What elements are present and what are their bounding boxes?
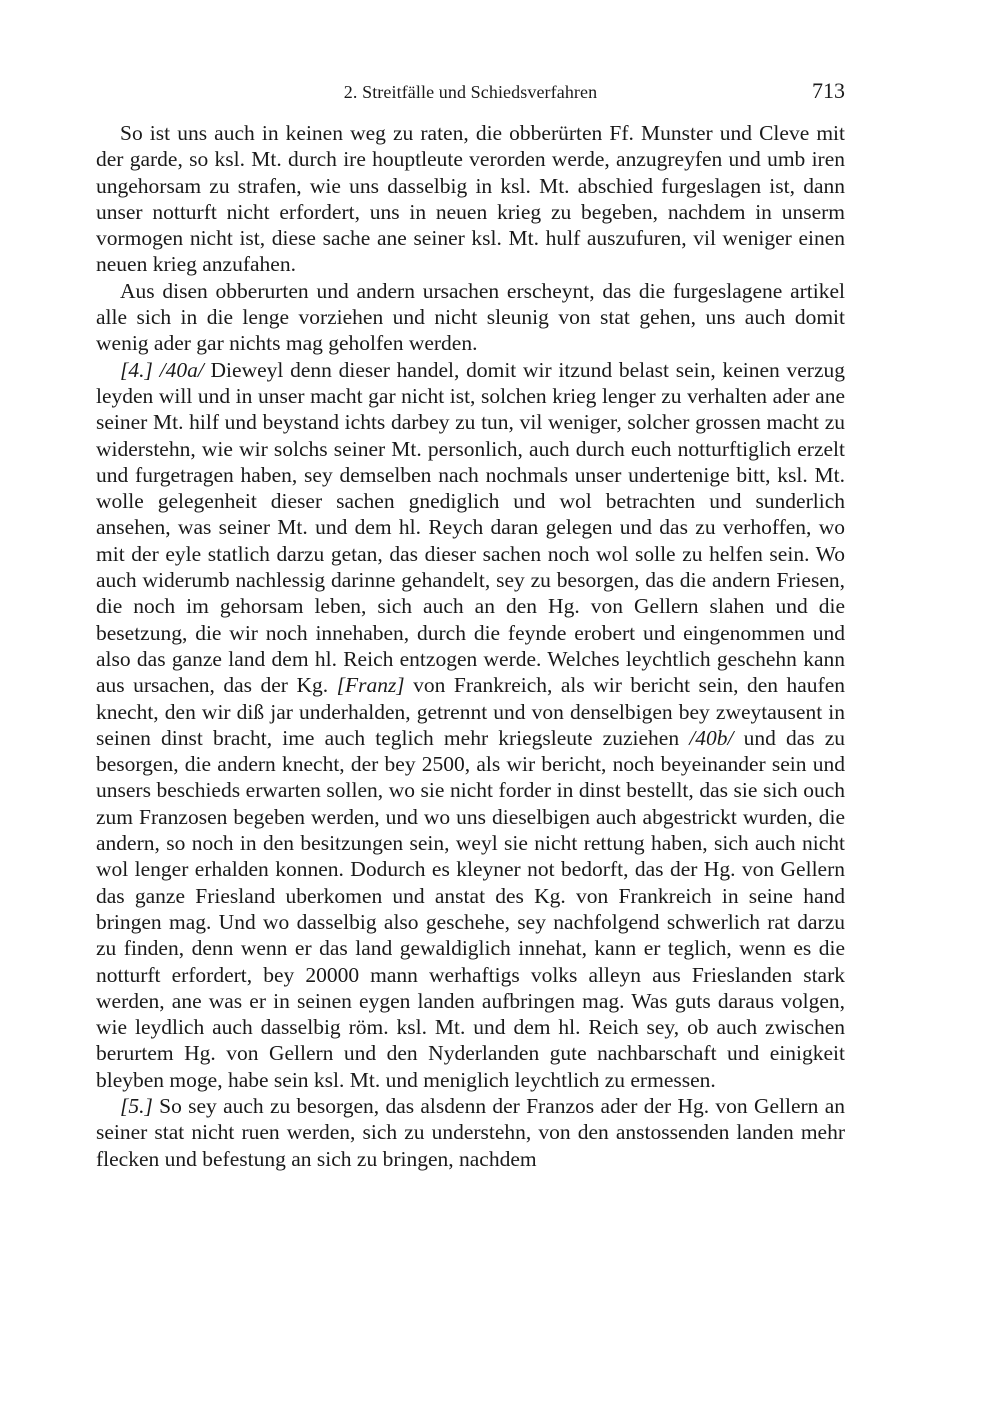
- folio-marker: /40a/: [159, 357, 204, 382]
- body-text: [96, 120, 845, 1172]
- paragraph-3: [96, 357, 845, 1093]
- paragraph-text: Aus disen obberurten und andern ursachen erscheynt, das die furgeslagene artikel alle sich in die lenge vorziehen und nicht sleunig von stat gehen, uns auch domit wenig ader gar nichts mag geholfen werden.: [96, 278, 845, 356]
- paragraph-2: [96, 278, 845, 357]
- paragraph-4: [96, 1093, 845, 1172]
- folio-marker: /40b/: [689, 725, 734, 750]
- paragraph-text: Dieweyl denn dieser handel, domit wir itzund belast sein, keinen verzug leyden will und in unser macht gar nicht ist, solchen krieg lenger zu verhalten ader ane seiner Mt. hilf und beystand ichts darbey zu tun, vil weniger, solcher grossen macht zu widerstehn, wie wir solchs seiner Mt. personlich, auch durch euch notturftiglich erzelt und furgetragen haben, sey demselben nach nochmals unser undertenige bitt, ksl. Mt. wolle gelegenheit dieser sachen gnediglich und wol betrachten und sunderlich ansehen, was seiner Mt. und dem hl. Reych daran gelegen und das zu verhoffen, wo mit der eyle statlich darzu getan, das dieser sachen noch wol solle zu helfen sein. Wo auch widerumb nachlessig darinne gehandelt, sey zu besorgen, das die andern Friesen, die noch im gehorsam leben, sich auch an den Hg. von Gellern slahen und die besetzung, die wir noch innehaben, durch die feynde erobert und eingenommen und also das ganze land dem hl. Reich entzogen werde. Welches leychtlich geschehn kann aus ursachen, das der Kg.: [96, 357, 846, 698]
- paragraph-text: So sey auch zu besorgen, das alsdenn der Franzos ader der Hg. von Gellern an seiner stat nicht ruen werden, sich zu understehn, von den anstossenden landen mehr flecken und befestung an sich zu bringen, nachdem: [96, 1093, 846, 1171]
- page-number: 713: [812, 78, 845, 103]
- paragraph-text: So ist uns auch in keinen weg zu raten, die obberürten Ff. Munster und Cleve mit der garde, so ksl. Mt. durch ire houptleute verorden werde, anzugreyfen und umb iren ungehorsam zu strafen, wie uns dasselbig in ksl. Mt. abschied furgeslagen ist, dann unser notturft nicht erfordert, uns in neuen krieg zu begeben, nachdem in unserm vormogen nicht ist, diese sache ane seiner ksl. Mt. hulf auszufuren, vil weniger einen neuen krieg anzufahen.: [96, 121, 845, 277]
- section-marker: [5.]: [120, 1093, 153, 1118]
- editorial-insertion: [Franz]: [336, 673, 405, 698]
- paragraph-text: von Frankreich, als wir bericht sein, den haufen knecht, den wir diß jar underhalden, getrennt und von denselbigen bey zweytausent in seinen dinst bracht, ime auch teglich mehr kriegsleute zuziehen: [96, 673, 846, 750]
- running-title: 2. Streitfälle und Schiedsverfahren: [343, 82, 598, 102]
- paragraph-text: und das zu besorgen, die andern knecht, der bey 2500, als wir bericht, noch beyeinander sein und unsers beschieds erwarten sollen, wo sie nicht forder in dinst bestellt, das sie sich ouch zum Franzosen begeben werden, und wo uns dieselbigen auch abgestrickt wurden, die andern, so noch in den besitzungen sein, weyl sie nicht rettung haben, sich auch nicht wol lenger erhalden konnen. Dodurch es kleyner not bedorft, das der Hg. von Gellern das ganze Friesland uberkomen und anstat des Kg. von Frankreich in seine hand bringen mag. Und wo dasselbig also geschehe, sey nachfolgend schwerlich rat darzu zu finden, denn wenn er das land gewaldiglich innehat, kann er teglich, wenn es die notturft erfordert, bey 20000 mann werhaftigs volks alleyn aus Frieslanden stark werden, ane was er in seinen eygen landen aufbringen mag. Was guts daraus volgen, wie leydlich auch dasselbig röm. ksl. Mt. und dem hl. Reich sey, ob auch zwischen berurtem Hg. von Gellern und den Nyderlanden gute nachbarschaft und einigkeit bleyben moge, habe sein ksl. Mt. und meniglich leychtlich zu ermessen.: [96, 725, 846, 1092]
- paragraph-1: [96, 120, 845, 278]
- section-marker: [4.]: [120, 357, 153, 382]
- running-header: [96, 78, 845, 108]
